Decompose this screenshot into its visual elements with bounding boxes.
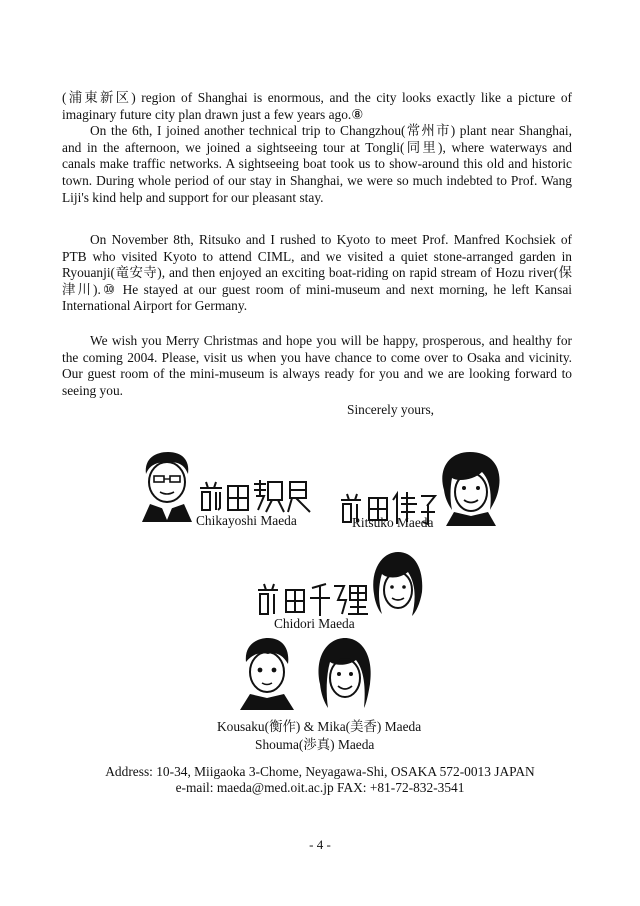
page-number: - 4 - xyxy=(309,837,331,852)
chidori-signature-icon xyxy=(254,580,370,618)
chikayoshi-portrait-icon xyxy=(138,450,196,522)
chikayoshi-name: Chikayoshi Maeda xyxy=(196,513,297,528)
ritsuko-portrait-icon xyxy=(438,450,504,526)
chikayoshi-signature-icon xyxy=(196,478,314,514)
letter-paragraph-3: We wish you Merry Christmas and hope you will be happy, prosperous, and healthy for the coming 2004. Please, visit us when you have chance to come over to Osaka and vicinity. Our guest room of the mini-museum is always ready for you and we are looking forward to seeing you. xyxy=(62,333,572,398)
kousaku-portrait-icon xyxy=(236,636,298,710)
letter-paragraph-2: On November 8th, Ritsuko and I rushed to Kyoto to meet Prof. Manfred Kochsiek of PTB who visited Kyoto to attend CIML, and we visited a quiet stone-arranged garden in Ryouanji(竜安寺), and then enjoyed an exciting boat-riding on rapid stream of Hozu river(保津川).⑩ He stayed at our guest room of mini-museum and next morning, he left Kansai International Airport for Germany. xyxy=(62,232,572,314)
paragraph-1-line-b: On the 6th, I joined another technical trip to Changzhou(常州市) plant near Shanghai, and in the afternoon, we joined a sightseeing tour at Tongli(同里), where waterways and canals make traffic networks. A sightseeing boat took us to show-around this old and historic town. During whole period of our stay in Shanghai, we were so much indebted to Prof. Wang Liji's kind help and support for our pleasant stay. xyxy=(62,123,572,205)
footer-contact: e-mail: maeda@med.oit.ac.jp FAX: +81-72-832-3541 xyxy=(175,780,465,795)
ritsuko-name: Ritsuko Maeda xyxy=(352,515,434,530)
shouma-name: Shouma(渉真) Maeda xyxy=(255,737,375,752)
paragraph-1-line-a: (浦東新区) region of Shanghai is enormous, and the city looks exactly like a picture of imaginary future city plan drawn just a few years ago.⑧ xyxy=(62,90,572,122)
chidori-name: Chidori Maeda xyxy=(274,616,355,631)
letter-paragraph-1 xyxy=(62,90,572,206)
closing-salutation: Sincerely yours, xyxy=(347,402,435,417)
kousaku-mika-names: Kousaku(衡作) & Mika(美香) Maeda xyxy=(217,719,422,734)
mika-portrait-icon xyxy=(314,636,376,712)
footer-address: Address: 10-34, Miigaoka 3-Chome, Neyagawa-Shi, OSAKA 572-0013 JAPAN xyxy=(105,764,535,779)
chidori-portrait-icon xyxy=(368,550,426,622)
